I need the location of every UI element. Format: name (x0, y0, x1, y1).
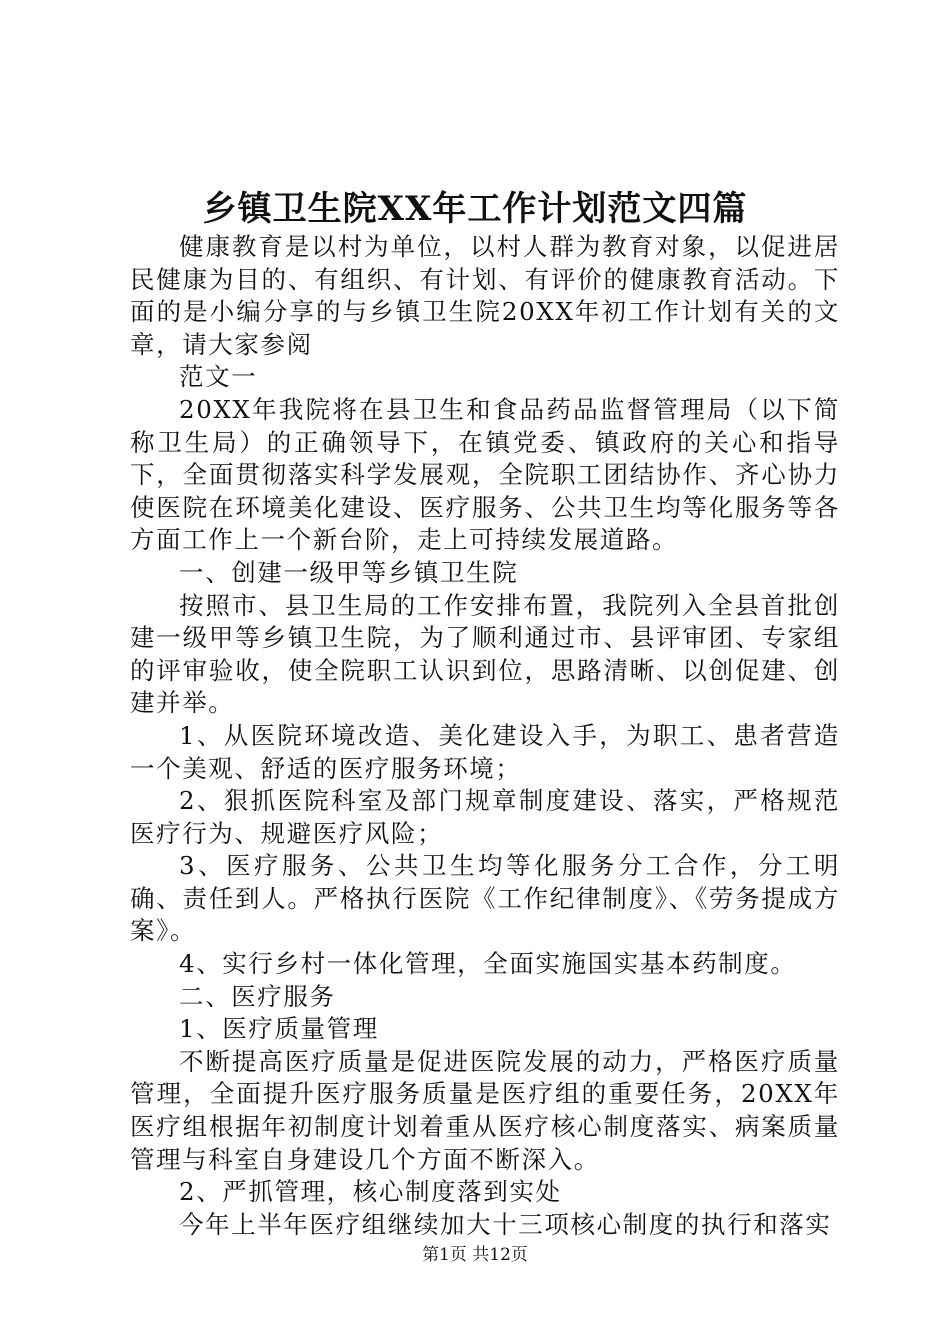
paragraph-subheading: 2、严抓管理，核心制度落到实处 (179, 1177, 562, 1207)
page-number-footer: 第1页 共12页 (422, 1245, 528, 1265)
paragraph-heading: 二、医疗服务 (179, 981, 336, 1011)
paragraph: 今年上半年医疗组继续加大十三项核心制度的执行和落实 (179, 1209, 832, 1239)
paragraph-list-item: 3、医疗服务、公共卫生均等化服务分工合作，分工明确、责任到人。严格执行医院《工作纪律制度》、《劳务提成方案》。 (130, 851, 840, 946)
paragraph-list-item: 2、狠抓医院科室及部门规章制度建设、落实，严格规范医疗行为、规避医疗风险； (130, 786, 840, 848)
paragraph-list-item: 1、从医院环境改造、美化建设入手，为职工、患者营造一个美观、舒适的医疗服务环境； (130, 720, 840, 783)
paragraph-section-heading: 范文一 (179, 362, 258, 392)
paragraph-heading: 一、创建一级甲等乡镇卫生院 (179, 557, 519, 587)
paragraph: 不断提高医疗质量是促进医院发展的动力，严格医疗质量管理，全面提升医疗服务质量是医疗组的重要任务，20XX年医疗组根据年初制度计划着重从医疗核心制度落实、病案质量管理与科室自身建设几个方面不断深入。 (130, 1046, 840, 1174)
paragraph-intro: 健康教育是以村为单位，以村人群为教育对象，以促进居民健康为目的、有组织、有计划、有评价的健康教育活动。下面的是小编分享的与乡镇卫生院20XX年初工作计划有关的文章，请大家参阅 (130, 232, 840, 359)
paragraph-subheading: 1、医疗质量管理 (179, 1014, 379, 1044)
paragraph: 20XX年我院将在县卫生和食品药品监督管理局（以下简称卫生局）的正确领导下，在镇党委、镇政府的关心和指导下，全面贯彻落实科学发展观，全院职工团结协作、齐心协力使医院在环境美化建设、医疗服务、公共卫生均等化服务等各方面工作上一个新台阶，走上可持续发展道路。 (130, 394, 840, 555)
paragraph-list-item: 4、实行乡村一体化管理，全面实施国实基本药制度。 (179, 949, 797, 979)
document-title: 乡镇卫生院XX年工作计划范文四篇 (202, 189, 748, 229)
document-body (130, 231, 840, 1241)
paragraph: 按照市、县卫生局的工作安排布置，我院列入全县首批创建一级甲等乡镇卫生院，为了顺利通过市、县评审团、专家组的评审验收，使全院职工认识到位，思路清晰、以创促建、创建并举。 (130, 590, 840, 718)
